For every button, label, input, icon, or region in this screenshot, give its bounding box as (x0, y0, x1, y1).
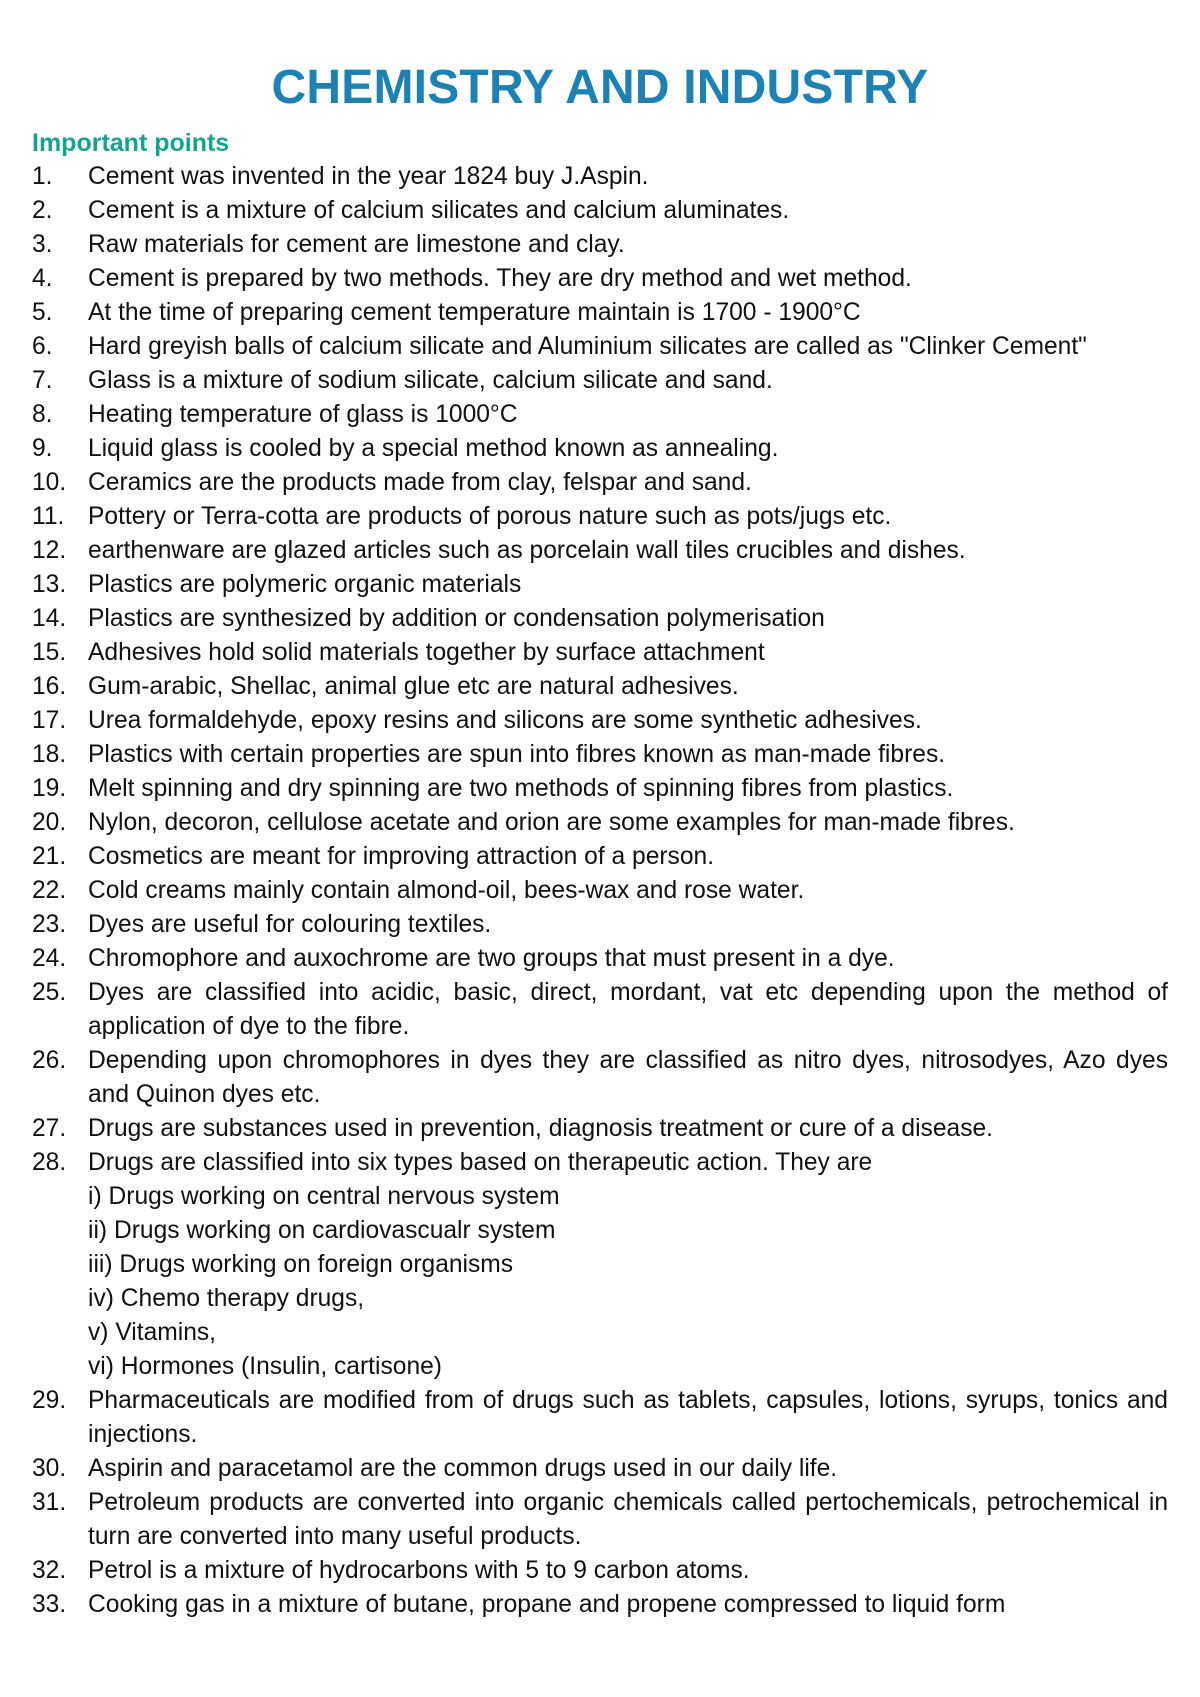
item-text: Cooking gas in a mixture of butane, propane and propene compressed to liquid form (88, 1591, 1006, 1618)
item-text: Raw materials for cement are limestone and clay. (88, 231, 625, 258)
list-item (32, 262, 1168, 296)
important-points-list (32, 160, 1168, 1622)
item-number: 32. (32, 1557, 67, 1584)
item-body (88, 772, 1168, 806)
list-item (32, 908, 1168, 942)
item-text: Nylon, decoron, cellulose acetate and orion are some examples for man-made fibres. (88, 809, 1015, 836)
item-number: 10. (32, 469, 67, 496)
item-body (88, 296, 1168, 330)
list-item (32, 364, 1168, 398)
list-item (32, 704, 1168, 738)
item-body (88, 432, 1168, 466)
sub-item: iii) Drugs working on foreign organisms (88, 1251, 514, 1278)
item-body (88, 908, 1168, 942)
item-text: Plastics are synthesized by addition or condensation polymerisation (88, 605, 825, 632)
item-text: Aspirin and paracetamol are the common drugs used in our daily life. (88, 1455, 838, 1482)
list-item (32, 942, 1168, 976)
page-title: CHEMISTRY AND INDUSTRY (271, 61, 929, 114)
item-text: Gum-arabic, Shellac, animal glue etc are natural adhesives. (88, 673, 739, 700)
list-item (32, 772, 1168, 806)
item-text: Petrol is a mixture of hydrocarbons with 5 to 9 carbon atoms. (88, 1557, 750, 1584)
item-text: Urea formaldehyde, epoxy resins and silicons are some synthetic adhesives. (88, 707, 922, 734)
list-item (32, 670, 1168, 704)
item-text: Petroleum products are converted into organic chemicals called pertochemicals, petrochemical in turn are converted into many useful products. (88, 1489, 1168, 1550)
item-text: Cold creams mainly contain almond-oil, bees-wax and rose water. (88, 877, 805, 904)
item-body (88, 636, 1168, 670)
item-body (88, 1384, 1168, 1452)
item-body (88, 976, 1168, 1044)
list-item (32, 228, 1168, 262)
item-body (88, 1146, 1168, 1384)
item-body (88, 1044, 1168, 1112)
list-item (32, 500, 1168, 534)
item-body (88, 568, 1168, 602)
item-text: Cement is prepared by two methods. They are dry method and wet method. (88, 265, 912, 292)
item-number: 23. (32, 911, 67, 938)
list-item (32, 194, 1168, 228)
item-number: 13. (32, 571, 67, 598)
item-number: 11. (32, 503, 65, 530)
sub-item: iv) Chemo therapy drugs, (88, 1285, 365, 1312)
item-text: Ceramics are the products made from clay, felspar and sand. (88, 469, 752, 496)
list-item (32, 568, 1168, 602)
item-number: 33. (32, 1591, 67, 1618)
item-body (88, 228, 1168, 262)
item-number: 20. (32, 809, 67, 836)
item-text: earthenware are glazed articles such as porcelain wall tiles crucibles and dishes. (88, 537, 966, 564)
list-item (32, 738, 1168, 772)
item-text: Cement is a mixture of calcium silicates and calcium aluminates. (88, 197, 790, 224)
item-body (88, 942, 1168, 976)
item-number: 19. (32, 775, 67, 802)
sub-item: ii) Drugs working on cardiovascualr system (88, 1217, 556, 1244)
item-text: Liquid glass is cooled by a special method known as annealing. (88, 435, 779, 462)
item-body (88, 364, 1168, 398)
item-body (88, 500, 1168, 534)
list-item (32, 1146, 1168, 1384)
list-item (32, 330, 1168, 364)
list-item (32, 1112, 1168, 1146)
sub-item: i) Drugs working on central nervous system (88, 1183, 560, 1210)
item-text: Pharmaceuticals are modified from of drugs such as tablets, capsules, lotions, syrups, tonics and injections. (88, 1387, 1168, 1448)
list-item (32, 1588, 1168, 1622)
list-item (32, 976, 1168, 1044)
item-text: Drugs are classified into six types based on therapeutic action. They are (88, 1149, 873, 1176)
item-number: 15. (32, 639, 67, 666)
item-body (88, 840, 1168, 874)
section-subheading: Important points (32, 129, 230, 157)
item-text: Depending upon chromophores in dyes they are classified as nitro dyes, nitrosodyes, Azo dyes and Quinon dyes etc. (88, 1047, 1168, 1108)
item-number: 18. (32, 741, 67, 768)
item-body (88, 874, 1168, 908)
item-body (88, 160, 1168, 194)
item-body (88, 1112, 1168, 1146)
item-body (88, 262, 1168, 296)
item-number: 27. (32, 1115, 67, 1142)
item-text: Cosmetics are meant for improving attraction of a person. (88, 843, 715, 870)
list-item (32, 1384, 1168, 1452)
item-text: At the time of preparing cement temperature maintain is 1700 - 1900°C (88, 299, 861, 326)
item-text: Pottery or Terra-cotta are products of porous nature such as pots/jugs etc. (88, 503, 892, 530)
item-number: 7. (32, 367, 53, 394)
item-body (88, 398, 1168, 432)
item-number: 28. (32, 1149, 67, 1176)
item-body (88, 1554, 1168, 1588)
list-item (32, 398, 1168, 432)
item-number: 30. (32, 1455, 67, 1482)
item-number: 6. (32, 333, 53, 360)
item-number: 22. (32, 877, 67, 904)
item-text: Dyes are classified into acidic, basic, direct, mordant, vat etc depending upon the method of application of dye to the fibre. (88, 979, 1168, 1040)
item-number: 24. (32, 945, 67, 972)
list-item (32, 1554, 1168, 1588)
item-number: 3. (32, 231, 53, 258)
item-body (88, 806, 1168, 840)
list-item (32, 874, 1168, 908)
item-text: Drugs are substances used in prevention, diagnosis treatment or cure of a disease. (88, 1115, 994, 1142)
list-item (32, 466, 1168, 500)
list-item (32, 602, 1168, 636)
item-text: Dyes are useful for colouring textiles. (88, 911, 492, 938)
list-item (32, 636, 1168, 670)
item-number: 25. (32, 979, 67, 1006)
item-number: 21. (32, 843, 67, 870)
item-body (88, 1486, 1168, 1554)
item-body (88, 194, 1168, 228)
item-number: 5. (32, 299, 53, 326)
list-item (32, 296, 1168, 330)
list-item (32, 534, 1168, 568)
item-number: 26. (32, 1047, 67, 1074)
item-text: Hard greyish balls of calcium silicate and Aluminium silicates are called as "Clinker Cement" (88, 333, 1087, 360)
list-item (32, 1044, 1168, 1112)
item-body (88, 330, 1168, 364)
item-text: Cement was invented in the year 1824 buy J.Aspin. (88, 163, 649, 190)
list-item (32, 806, 1168, 840)
item-text: Heating temperature of glass is 1000°C (88, 401, 518, 428)
sub-item: v) Vitamins, (88, 1319, 217, 1346)
list-item (32, 432, 1168, 466)
item-body (88, 1588, 1168, 1622)
item-text: Adhesives hold solid materials together by surface attachment (88, 639, 765, 666)
item-body (88, 1452, 1168, 1486)
list-item (32, 1486, 1168, 1554)
item-body (88, 670, 1168, 704)
item-text: Melt spinning and dry spinning are two methods of spinning fibres from plastics. (88, 775, 954, 802)
item-number: 12. (32, 537, 67, 564)
item-body (88, 602, 1168, 636)
item-number: 14. (32, 605, 67, 632)
item-number: 1. (32, 163, 53, 190)
item-number: 31. (32, 1489, 67, 1516)
item-body (88, 704, 1168, 738)
item-text: Plastics are polymeric organic materials (88, 571, 522, 598)
item-number: 16. (32, 673, 67, 700)
item-text: Plastics with certain properties are spun into fibres known as man-made fibres. (88, 741, 946, 768)
item-text: Glass is a mixture of sodium silicate, calcium silicate and sand. (88, 367, 773, 394)
item-number: 4. (32, 265, 53, 292)
item-body (88, 534, 1168, 568)
item-body (88, 466, 1168, 500)
item-number: 9. (32, 435, 53, 462)
list-item (32, 840, 1168, 874)
list-item (32, 1452, 1168, 1486)
sub-item: vi) Hormones (Insulin, cartisone) (88, 1353, 442, 1380)
item-number: 29. (32, 1387, 67, 1414)
item-text: Chromophore and auxochrome are two groups that must present in a dye. (88, 945, 895, 972)
list-item (32, 160, 1168, 194)
item-number: 17. (32, 707, 67, 734)
item-body (88, 738, 1168, 772)
item-number: 8. (32, 401, 53, 428)
item-number: 2. (32, 197, 53, 224)
